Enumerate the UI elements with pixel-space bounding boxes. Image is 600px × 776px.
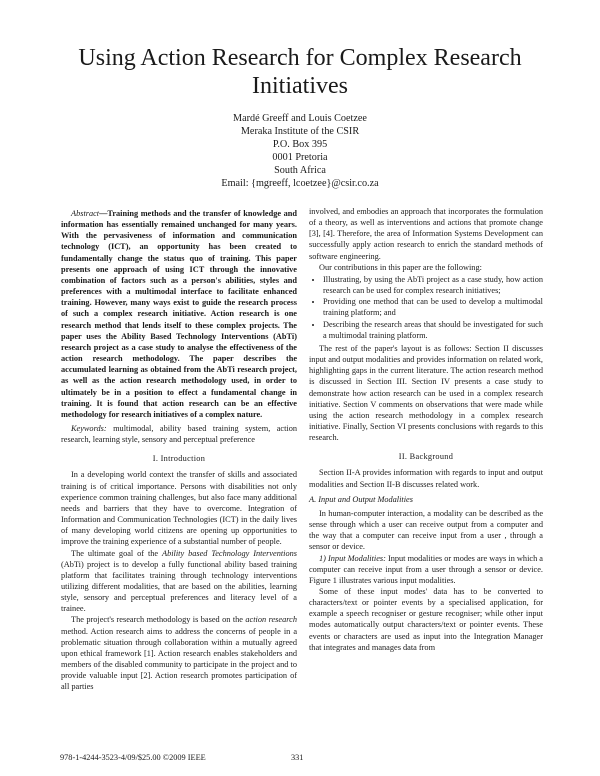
keywords-text: multimodal, ability based training system, action research, learning style, sensory and perceptual preference: [61, 423, 297, 445]
paper-title: Using Action Research for Complex Research Initiatives: [78, 45, 522, 99]
author-country: South Africa: [274, 165, 326, 177]
background-paragraph: Section II-A provides information with regards to input and output modalities and Section II-B discusses related work.: [309, 468, 543, 489]
input-modalities-text: Input modalities or modes are ways in which a computer can receive input from a user through a sensor or device. Figure 1 illustrates various input modalities.: [309, 553, 543, 585]
author-block: [150, 112, 450, 191]
contributions-intro: Our contributions in this paper are the following:: [319, 262, 482, 272]
abstract-lead: Abstract: [71, 209, 100, 218]
intro-paragraph-3: [61, 614, 297, 692]
layout-paragraph: The rest of the paper's layout is as follows: Section II discusses input and output modalities and provides information on related work, highlighting gaps in the current literature. The action research method is discussed in Section III. Section IV presents a case study to demonstrate how action research can be used in a complex research initiative. Section V comments on observations that were made while using the action research methodology in a complex research initiative. Finally, Section VI presents conclusions with regards to this research.: [309, 343, 543, 443]
abstract-text: —Training methods and the transfer of knowledge and information has essentially remained unchanged for many years. With the pervasiveness of information and communication technology (ICT), an opportunity has been created to fundamentally change the status quo of training. This paper presents one approach of using ICT through the innovative combination of factors such as a person's abilities, styles and preferences with a multimodal interface to facilitate enhanced training. However, many ways exist to guide the research process of such a complex research initiative. Action research is one research method that lends itself to these complex projects. The paper uses the Ability Based Technology Interventions (AbTi) research project as a case study to analyse the effectiveness of the action research methodology. The paper describes the accumulated learning as obtained from the AbTi research project, as well as the action research methodology used, in order to ultimately be in a position to effect a fundamental change in training. It is found that action research can be an effective methodology for research initiatives of a complex nature.: [61, 209, 297, 419]
section-heading-introduction: I. Introduction: [152, 454, 206, 464]
intro-p3-text-a: The project's research methodology is based on the: [71, 615, 246, 625]
intro-p2-text-a: The ultimate goal of the: [71, 548, 163, 558]
footer-isbn: 978-1-4244-3523-4/09/$25.00 ©2009 IEEE: [60, 753, 206, 762]
keywords-lead: Keywords:: [71, 423, 107, 433]
author-email: Email: {mgreeff, lcoetzee}@csir.co.za: [221, 178, 379, 190]
page-number: 331: [291, 753, 304, 762]
input-modalities-paragraph: [309, 553, 543, 586]
right-paragraph-1: involved, and embodies an approach that incorporates the formulation of a theory, as well as interventions and actions that promote change [3], [4]. Therefore, the area of Information Systems Development can successfully apply action research to enrich the standard methods of software engineering.: [309, 207, 543, 261]
subsection-heading-modalities: A. Input and Output Modalities: [309, 494, 413, 504]
author-postal: 0001 Pretoria: [272, 152, 328, 164]
abstract: [61, 208, 297, 420]
input-modes-paragraph: Some of these input modes' data has to be converted to characters/text or pointer events by a specialised application, for example a speech recogniser or gesture recogniser; while other input modes automatically output characters/text or pointer events. These events or characters are used as input into the Integration Manager that integrates and manages data from: [309, 587, 543, 652]
contribution-item: • Providing one method that can be used to develop a multimodal training platform; and: [323, 296, 543, 318]
intro-p3-emphasis: action research: [245, 615, 297, 625]
modalities-paragraph: In human-computer interaction, a modality can be described as the sense through which a user can receive output from a computer and the way that a computer can receive input from a user , through a sensor or device.: [309, 508, 543, 552]
keywords: [61, 423, 297, 445]
author-institute: Meraka Institute of the CSIR: [240, 126, 360, 138]
author-pobox: P.O. Box 395: [272, 139, 328, 151]
intro-paragraph-1: In a developing world context the transfer of skills and associated training is of critical importance. Persons with disabilities not only experience common training challenges, but also face many additional needs and barriers that they have to overcome. Integration of Information and Communication Technologies (ICT) in the daily lives of many developing world citizens are opening up opportunities to improve the training experience of a substantial number of people.: [61, 470, 297, 547]
intro-p2-emphasis: Ability based Technology Interventions: [162, 548, 297, 558]
section-heading-background: II. Background: [398, 452, 454, 462]
intro-paragraph-2: [61, 548, 297, 615]
intro-p2-text-b: (AbTi) project is to develop a fully functional ability based training platform that facilitates training through technology interventions utilizing different modalities, that are based on the abilities, learning style, sensory and perceptual preferences and literacy level of a trainee.: [61, 559, 297, 614]
left-column: [61, 208, 297, 693]
right-column: [309, 206, 543, 653]
intro-p3-text-b: method. Action research aims to address the concerns of people in a problematic situation through collaboration within a mutually agreed upon ethical framework [1]. Action research enables stakeholders and members of the disabled community to participate in the project and to provide valuable input [2]. Action research promotes participation of all parties: [61, 626, 297, 692]
contribution-item: • Describing the research areas that should be investigated for such a multimodal training platform.: [323, 319, 543, 341]
input-modalities-heading: 1) Input Modalities:: [319, 553, 386, 563]
contribution-item: • Illustrating, by using the AbTi project as a case study, how action research can be used for complex research initiatives;: [323, 274, 543, 296]
author-names: Mardé Greeff and Louis Coetzee: [233, 113, 367, 124]
contributions-list: [309, 274, 543, 341]
